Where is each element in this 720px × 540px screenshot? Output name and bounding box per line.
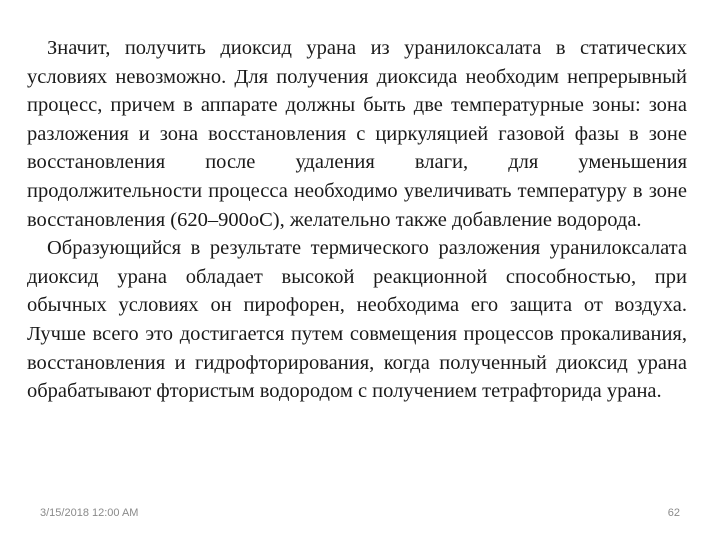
page-number: 62 [667,507,680,519]
slide-body-text [27,34,687,406]
paragraph-2: Образующийся в результате термического разложения уранилоксалата диоксид урана обладает высокой реакционной способностью, при обычных условиях он пирофорен, необходима его защита от воздуха. Лучше всего это достигается путем совмещения процессов прокаливания, восстановления и гидрофторирования, когда полученный диоксид урана обрабатывают фтористым водородом с получением тетрафторида урана. [27,237,687,403]
footer-date: 3/15/2018 12:00 AM [40,507,139,519]
paragraph-1: Значит, получить диоксид урана из уранилоксалата в статических условиях невозможно. Для получения диоксида необходим непрерывный процесс, причем в аппарате должны быть две температурные зоны: зона разложения и зона восстановления с циркуляцией газовой фазы в зоне восстановления после удаления влаги, для уменьшения продолжительности процесса необходимо увеличивать температуру в зоне восстановления (620–900оС), желательно также добавление водорода. [27,37,687,231]
